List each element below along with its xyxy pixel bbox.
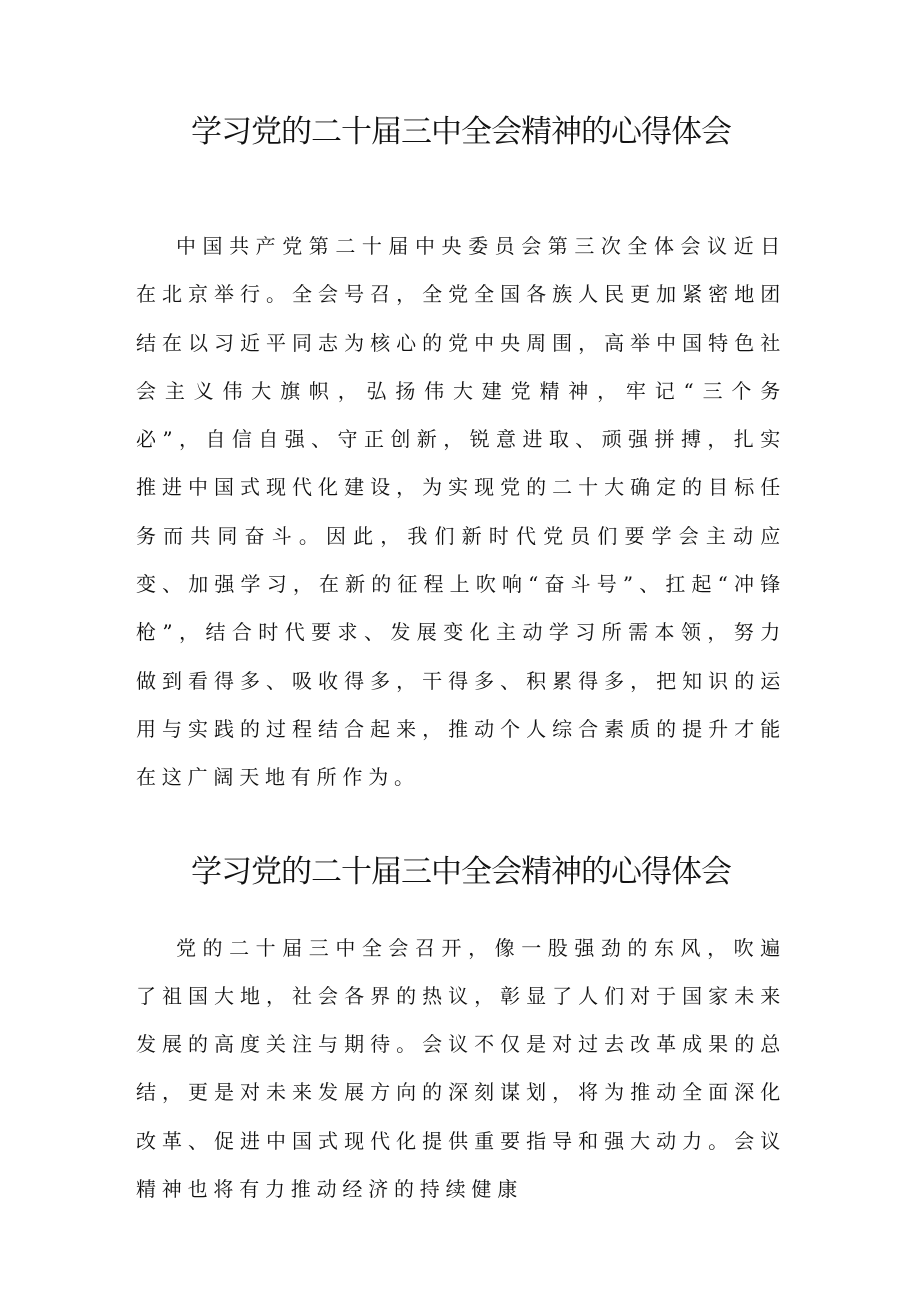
section-2-title: 学习党的二十届三中全会精神的心得体会	[191, 853, 731, 890]
section-1-body: 中国共产党第二十届中央委员会第三次全体会议近日在北京举行。全会号召，全党全国各族人民更加紧密地团结在以习近平同志为核心的党中央周围，高举中国特色社会主义伟大旗帜，弘扬伟大建党精神，牢记“三个务必”，自信自强、守正创新，锐意进取、顽强拼搏，扎实推进中国式现代化建设，为实现党的二十大确定的目标任务而共同奋斗。因此，我们新时代党员们要学会主动应变、加强学习，在新的征程上吹响“奋斗号”、扛起“冲锋枪”，结合时代要求、发展变化主动学习所需本领，努力做到看得多、吸收得多，干得多、积累得多，把知识的运用与实践的过程结合起来，推动个人综合素质的提升才能在这广阔天地有所作为。	[136, 234, 786, 790]
section-2-body: 党的二十届三中全会召开，像一股强劲的东风，吹遍了祖国大地，社会各界的热议，彰显了人们对于国家未来发展的高度关注与期待。会议不仅是对过去改革成果的总结，更是对未来发展方向的深刻谋划，将为推动全面深化改革、促进中国式现代化提供重要指导和强大动力。会议精神也将有力推动经济的持续健康	[136, 935, 786, 1202]
section-1-title: 学习党的二十届三中全会精神的心得体会	[191, 114, 731, 150]
